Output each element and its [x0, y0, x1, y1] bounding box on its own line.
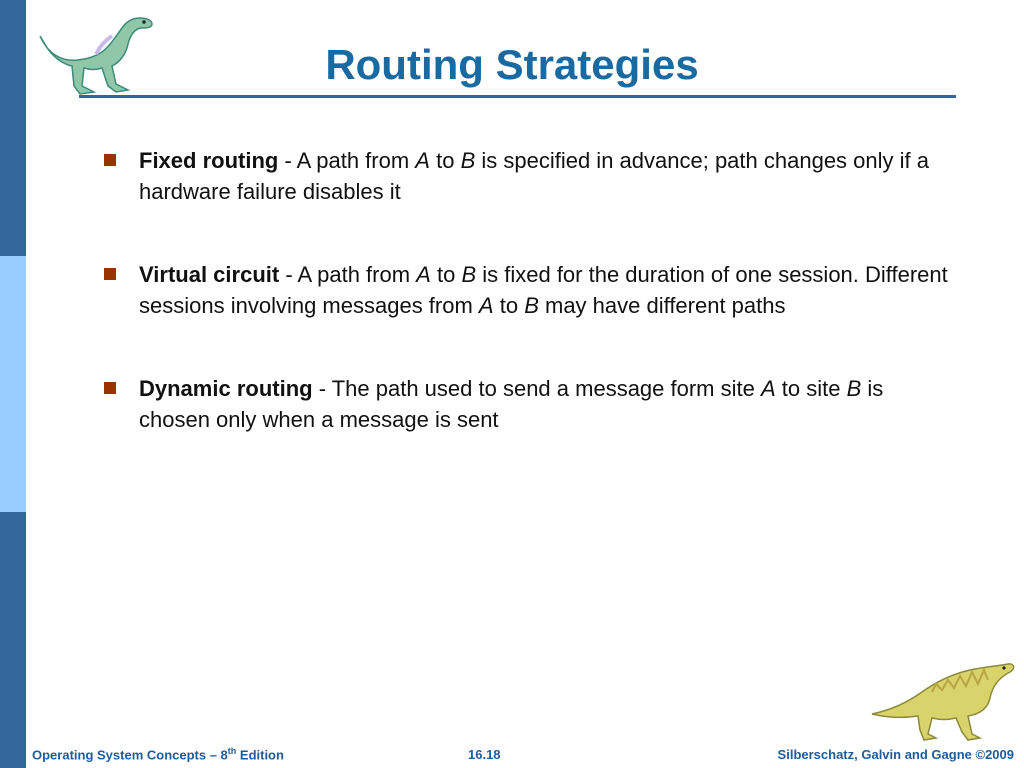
bullet-text: The path used to send a message form site — [331, 376, 761, 401]
node-b-label: B — [460, 148, 476, 173]
node-a-label: A — [760, 376, 776, 401]
title-divider — [79, 95, 956, 98]
footer-copyright: Silberschatz, Galvin and Gagne ©2009 — [777, 747, 1014, 762]
bullet-separator: - — [278, 148, 297, 173]
bullet-term: Dynamic routing — [139, 376, 313, 401]
footer-book-title-text: Operating System Concepts – 8 — [32, 747, 228, 762]
footer-edition-superscript: th — [227, 745, 237, 756]
bullet-item-fixed-routing — [104, 145, 954, 207]
bullet-separator: - — [279, 262, 298, 287]
node-a-label: A — [416, 262, 431, 287]
square-bullet-icon — [104, 268, 116, 280]
node-a-label: A — [478, 293, 494, 318]
bullet-separator: - — [312, 376, 332, 401]
node-b-label: B — [461, 262, 477, 287]
page-title: Routing Strategies — [325, 41, 699, 88]
bullet-text: is specified in advance; path changes only if a hardware failure disables it — [139, 148, 929, 204]
bullet-text: to site — [775, 376, 847, 401]
bullet-text: is fixed for the duration of one session. Different sessions involving messages from — [139, 262, 948, 318]
bullet-list — [104, 145, 954, 435]
bullet-item-virtual-circuit — [104, 259, 954, 321]
bullet-text: is chosen only when a message is sent — [139, 376, 884, 432]
footer-book-title — [32, 746, 284, 762]
bullet-item-dynamic-routing — [104, 373, 954, 435]
footer-edition-text: Edition — [236, 747, 284, 762]
node-b-label: B — [846, 376, 862, 401]
node-b-label: B — [524, 293, 539, 318]
side-color-bar — [0, 0, 26, 768]
dinosaur-bottom-icon — [868, 658, 1018, 742]
square-bullet-icon — [104, 382, 116, 394]
side-bar-middle-segment — [0, 256, 26, 512]
bullet-text: to — [493, 293, 525, 318]
side-bar-bottom-segment — [0, 512, 26, 768]
node-a-label: A — [415, 148, 430, 173]
bullet-text: may have different paths — [538, 293, 786, 318]
slide-number: 16.18 — [468, 747, 501, 762]
bullet-text: to — [430, 262, 462, 287]
bullet-term: Fixed routing — [139, 148, 279, 173]
bullet-term: Virtual circuit — [139, 262, 280, 287]
square-bullet-icon — [104, 154, 116, 166]
bullet-text: A path from — [297, 262, 417, 287]
bullet-text: to — [429, 148, 461, 173]
bullet-text: A path from — [296, 148, 416, 173]
